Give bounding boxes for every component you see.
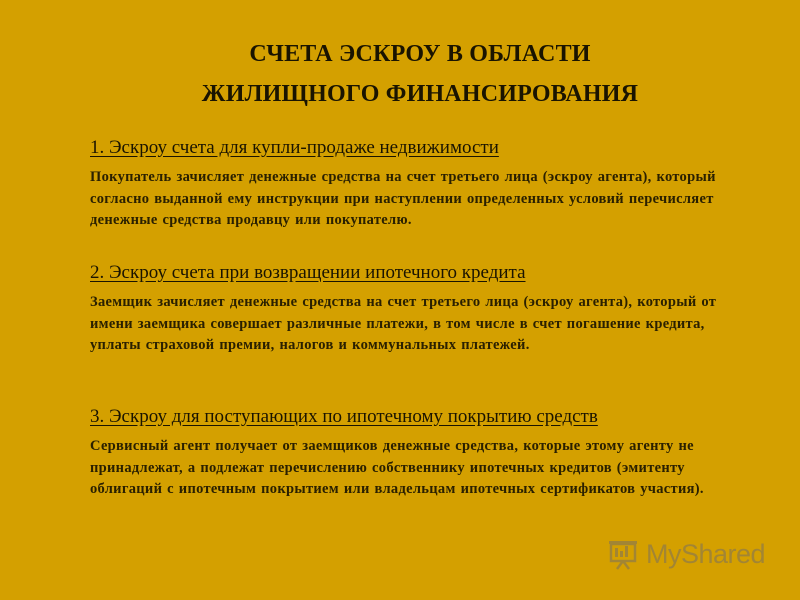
section-heading: 2. Эскроу счета при возвращении ипотечного кредита bbox=[90, 262, 526, 283]
section-body: Заемщик зачисляет денежные средства на счет третьего лица (эскроу агента), который от имени заемщика совершает различные платежи, в том числе в счет погашение кредита, уплаты страховой премии, налогов и коммунальных платежей. bbox=[90, 294, 717, 353]
section-mortgage-coverage bbox=[90, 405, 750, 501]
watermark-text: MyShared bbox=[646, 538, 766, 569]
title-line-2: ЖИЛИЩНОГО ФИНАНСИРОВАНИЯ bbox=[201, 81, 639, 107]
section-mortgage-repayment bbox=[90, 261, 750, 357]
section-heading: 1. Эскроу счета для купли-продаже недвижимости bbox=[90, 137, 499, 158]
projector-screen-icon bbox=[606, 537, 640, 571]
section-body: Покупатель зачисляет денежные средства на счет третьего лица (эскроу агента), который согласно выданной ему инструкции при наступлении определенных условий перечисляет денежные средства продавцу или покупателю. bbox=[90, 169, 716, 228]
slide-title bbox=[0, 34, 800, 114]
section-body: Сервисный агент получает от заемщиков денежные средства, которые этому агенту не принадлежат, а подлежат перечислению собственнику ипотечных кредитов (эмитенту облигаций с ипотечным покрытием или владельцам ипотечных сертификатов участия). bbox=[90, 438, 704, 497]
title-line-1: СЧЕТА ЭСКРОУ В ОБЛАСТИ bbox=[249, 41, 591, 67]
section-purchase-sale bbox=[90, 136, 750, 232]
watermark-logo[interactable] bbox=[606, 536, 765, 572]
section-heading: 3. Эскроу для поступающих по ипотечному покрытию средств bbox=[90, 406, 598, 427]
